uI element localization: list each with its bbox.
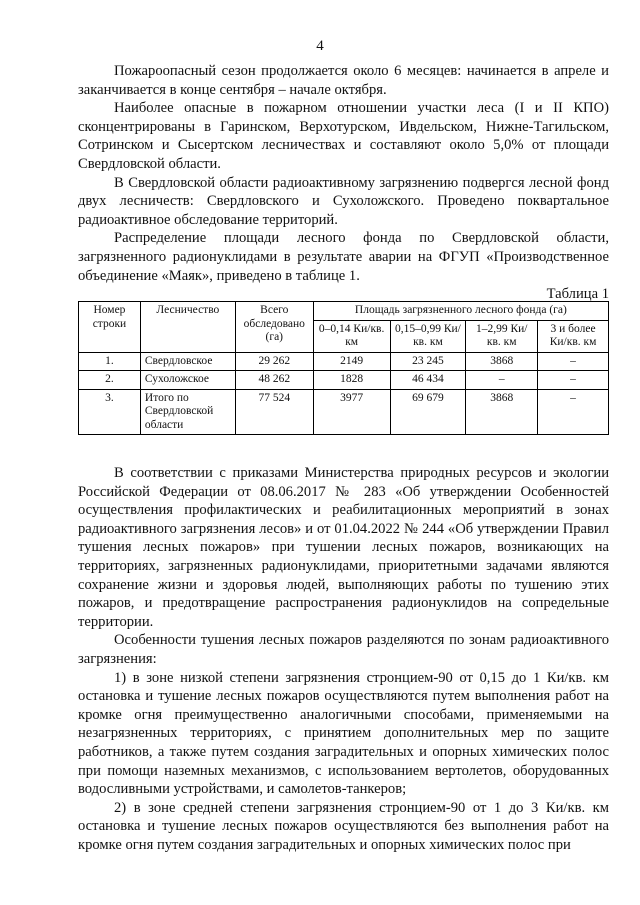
cell-v4: – [538,389,609,435]
cell-v3: 3868 [466,389,538,435]
page-number: 4 [316,38,324,54]
cell-v1: 2149 [313,352,390,371]
cell-num: 2. [79,371,141,390]
cell-name: Сухоложское [140,371,235,390]
header-sub: 0,15–0,99 Ки/кв. км [390,320,466,352]
header-area-group: Площадь загрязненного лесного фонда (га) [313,302,608,321]
paragraph: 1) в зоне низкой степени загрязнения стронцием-90 от 0,15 до 1 Ки/кв. км остановка и тушение лесных пожаров осуществляются путем выполнения работ на кромке огня преимущественно аналогичными способами, применяемыми на незагрязненных территориях, с принятием дополнительных мер по защите работников, а также путем создания заградительных и опорных химических полос при помощи наземных механизмов, с использованием вертолетов, оборудованных водосливными устройствами, и самолетов-танкеров; [78,669,609,798]
table-row [79,371,609,390]
paragraph: В соответствии с приказами Министерства природных ресурсов и экологии Российской Федерации от 08.06.2017 № 283 «Об утверждении Особенностей осуществления профилактических и реабилитационных мероприятий в зонах радиоактивного загрязнения лесов» и от 01.04.2022 № 244 «Об утверждении Правил тушения лесных пожаров» при тушении лесных пожаров, возникающих на территориях, загрязненных радионуклидами, приоритетными задачами являются сохранение жизни и здоровья людей, выполняющих работы по тушению этих пожаров, и предотвращение распространения радионуклидов на сопредельные территории. [78,465,609,630]
cell-num: 3. [79,389,141,435]
cell-name: Итого по Свердловской области [140,389,235,435]
header-forestry: Лесничество [140,302,235,353]
header-total: Всего обследовано (га) [235,302,313,353]
table-row [79,389,609,435]
header-sub: 0–0,14 Ки/кв. км [313,320,390,352]
cell-v1: 1828 [313,371,390,390]
cell-total: 29 262 [235,352,313,371]
main-text [78,464,609,854]
intro-text [78,62,609,304]
table-row [79,352,609,371]
contamination-table [78,301,609,435]
cell-total: 77 524 [235,389,313,435]
cell-total: 48 262 [235,371,313,390]
paragraph: В Свердловской области радиоактивному загрязнению подвергся лесной фонд двух лесничеств: Свердловского и Сухоложского. Проведено поквартальное радиоактивное обследование территорий. [78,174,609,228]
cell-v2: 23 245 [390,352,466,371]
header-sub: 3 и более Ки/кв. км [538,320,609,352]
table-caption: Таблица 1 [546,286,609,303]
cell-v3: – [466,371,538,390]
paragraph: 2) в зоне средней степени загрязнения стронцием-90 от 1 до 3 Ки/кв. км остановка и тушение лесных пожаров осуществляются без выполнения работ на кромке огня путем создания заградительных и опорных химических полос при [78,799,609,853]
paragraph: Особенности тушения лесных пожаров разделяются по зонам радиоактивного загрязнения: [78,632,609,667]
cell-v2: 46 434 [390,371,466,390]
cell-num: 1. [79,352,141,371]
cell-v1: 3977 [313,389,390,435]
cell-v2: 69 679 [390,389,466,435]
paragraph: Распределение площади лесного фонда по Свердловской области, загрязненного радионуклидами в результате аварии на ФГУП «Производственное объединение «Маяк», приведено в таблице 1. [78,230,609,284]
cell-v3: 3868 [466,352,538,371]
header-sub: 1–2,99 Ки/кв. км [466,320,538,352]
cell-v4: – [538,352,609,371]
cell-name: Свердловское [140,352,235,371]
paragraph: Наиболее опасные в пожарном отношении участки леса (I и II КПО) сконцентрированы в Гаринском, Верхотурском, Ивдельском, Нижне-Тагильском, Сотринском и Сысертском лесничествах и составляют около 5,0% от площади Свердловской области. [78,100,609,172]
paragraph: Пожароопасный сезон продолжается около 6 месяцев: начинается в апреле и заканчивается в конце сентября – начале октября. [78,63,609,98]
cell-v4: – [538,371,609,390]
header-row-number: Номер строки [79,302,141,353]
